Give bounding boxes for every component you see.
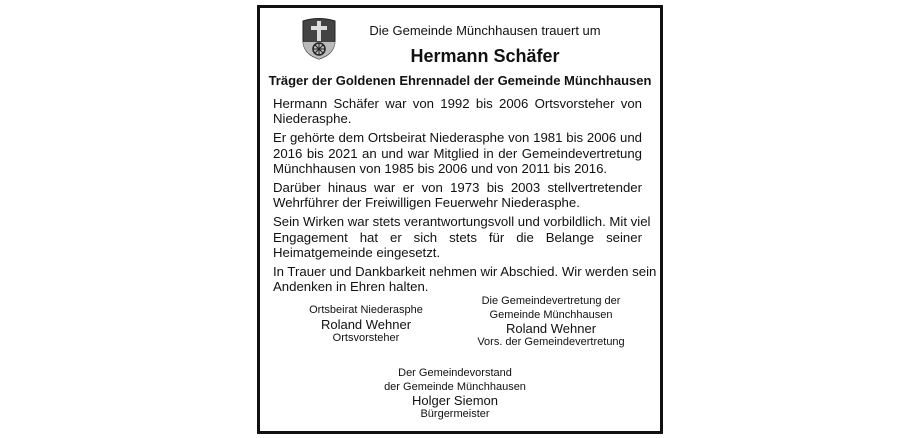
signature-role: Ortsvorsteher xyxy=(332,331,400,344)
body-line: Andenken in Ehren halten. xyxy=(273,279,429,295)
body-paragraph xyxy=(273,180,642,210)
body-paragraph xyxy=(273,130,642,176)
intro-text: Die Gemeinde Münchhausen trauert um xyxy=(369,23,601,38)
honor-subtitle: Träger der Goldenen Ehrennadel der Gemeinde Münchhausen xyxy=(268,73,652,88)
signature-name: Holger Siemon xyxy=(412,393,498,409)
signature-org: Der Gemeindevorstand xyxy=(398,367,512,379)
signature-org: Ortsbeirat Niederasphe xyxy=(309,304,423,316)
signature-gemeindevorstand xyxy=(365,367,545,422)
coat-of-arms-icon xyxy=(300,16,338,60)
signature-org: Gemeinde Münchhausen xyxy=(489,308,613,321)
signature-name: Roland Wehner xyxy=(505,321,597,337)
body-paragraph xyxy=(273,96,642,126)
body-line: Hermann Schäfer war von 1992 bis 2006 Ortsvorsteher von xyxy=(273,96,642,111)
deceased-name: Hermann Schäfer xyxy=(410,46,560,66)
body-line: Engagement hat er sich stets für die Belange seiner xyxy=(273,229,642,245)
signature-role: Bürgermeister xyxy=(420,408,490,421)
signature-org: der Gemeinde Münchhausen xyxy=(384,380,526,393)
body-line: Darüber hinaus war er von 1973 bis 2003 stellvertretender xyxy=(273,180,642,196)
signature-gemeindevertretung xyxy=(461,295,641,350)
body-line: 2016 bis 2021 an und war Mitglied in der Gemeindevertretung xyxy=(273,145,642,161)
body-line: Er gehörte dem Ortsbeirat Niederasphe von 1981 bis 2006 und xyxy=(273,130,642,146)
signature-name: Roland Wehner xyxy=(320,316,412,332)
body-line: Münchhausen von 1985 bis 2006 und von 2011 bis 2016. xyxy=(273,160,608,176)
body-line: Heimatgemeinde eingesetzt. xyxy=(273,244,441,260)
signature-org: Die Gemeindevertretung der xyxy=(481,295,621,307)
signature-role: Vors. der Gemeindevertretung xyxy=(477,336,625,349)
signature-ortsbeirat xyxy=(286,304,446,345)
notice-body xyxy=(273,96,657,298)
body-line: Niederasphe. xyxy=(273,111,352,127)
body-line: Wehrführer der Freiwilligen Feuerwehr Niederasphe. xyxy=(273,195,580,211)
body-paragraph xyxy=(273,214,651,260)
body-line: Sein Wirken war stets verantwortungsvoll und vorbildlich. Mit viel xyxy=(273,214,651,230)
body-paragraph xyxy=(273,264,657,295)
body-line: In Trauer und Dankbarkeit nehmen wir Abschied. Wir werden sein xyxy=(273,264,657,280)
